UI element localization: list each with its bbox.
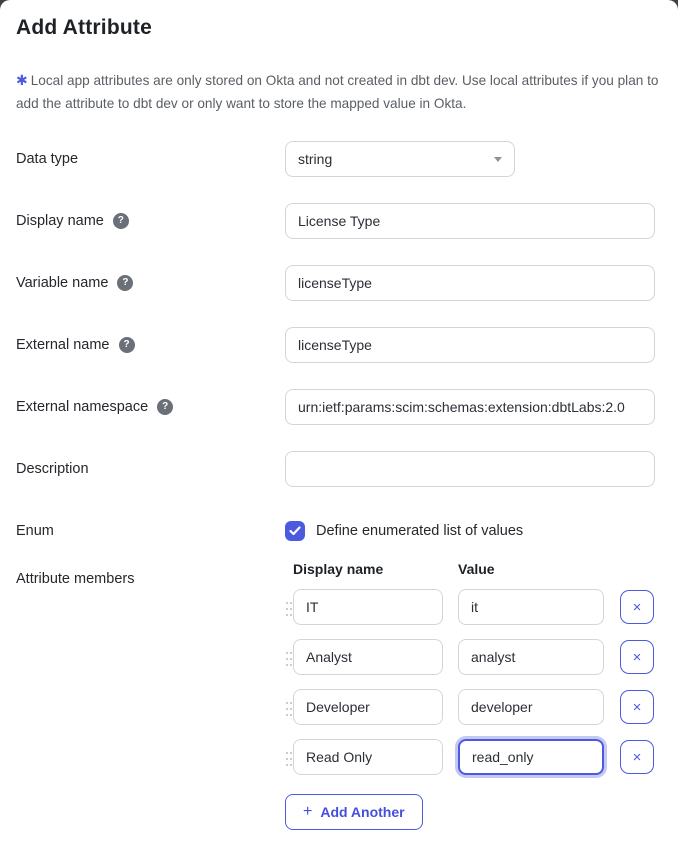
asterisk-icon: ✱ <box>16 72 28 88</box>
remove-member-button[interactable] <box>620 690 654 724</box>
remove-member-button[interactable] <box>620 640 654 674</box>
close-icon: × <box>632 698 642 716</box>
variable-name-field[interactable] <box>285 265 655 301</box>
member-value-field[interactable] <box>458 689 604 725</box>
display-name-label: Display name <box>16 213 104 229</box>
member-value-field[interactable] <box>458 589 604 625</box>
display-name-row <box>16 203 662 239</box>
member-row <box>285 587 662 627</box>
help-icon[interactable]: ? <box>117 275 133 291</box>
column-header-value: Value <box>458 561 495 577</box>
drag-handle-icon[interactable] <box>285 599 292 616</box>
data-type-label-col <box>16 151 285 167</box>
external-namespace-field[interactable] <box>285 389 655 425</box>
attribute-members-label: Attribute members <box>16 571 135 587</box>
member-display-name-field[interactable] <box>293 639 443 675</box>
close-icon: × <box>632 598 642 616</box>
variable-name-row <box>16 265 662 301</box>
display-name-field[interactable] <box>285 203 655 239</box>
enum-label: Enum <box>16 523 54 539</box>
plus-icon: + <box>303 803 313 820</box>
member-display-name-field[interactable] <box>293 589 443 625</box>
members-table-header <box>285 561 662 577</box>
variable-name-label: Variable name <box>16 275 109 291</box>
drag-handle-icon[interactable] <box>285 699 292 716</box>
add-attribute-form <box>16 141 662 830</box>
description-row <box>16 451 662 487</box>
local-attribute-note <box>16 69 662 115</box>
enum-row <box>16 513 662 549</box>
member-value-field-focused[interactable] <box>458 739 604 775</box>
enum-checkbox-label: Define enumerated list of values <box>316 523 524 539</box>
close-icon: × <box>632 648 642 666</box>
close-icon: × <box>632 748 642 766</box>
data-type-select[interactable] <box>285 141 515 177</box>
member-value-field[interactable] <box>458 639 604 675</box>
remove-member-button[interactable] <box>620 590 654 624</box>
member-row <box>285 637 662 677</box>
drag-handle-icon[interactable] <box>285 749 292 766</box>
remove-member-button[interactable] <box>620 740 654 774</box>
data-type-row <box>16 141 662 177</box>
help-icon[interactable]: ? <box>119 337 135 353</box>
page-title: Add Attribute <box>16 16 152 39</box>
column-header-display-name: Display name <box>293 561 384 577</box>
external-name-row <box>16 327 662 363</box>
attribute-members-row <box>16 561 662 830</box>
description-label: Description <box>16 461 89 477</box>
data-type-selected-value: string <box>298 151 333 167</box>
note-text: Local app attributes are only stored on Okta and not created in dbt dev. Use local attributes if you plan to add the attribute to dbt dev or only want to store the mapped value in Okta. <box>16 73 659 111</box>
help-icon[interactable]: ? <box>157 399 173 415</box>
checkmark-icon <box>289 526 301 536</box>
add-another-label: Add Another <box>320 804 405 820</box>
external-name-field[interactable] <box>285 327 655 363</box>
member-display-name-field[interactable] <box>293 689 443 725</box>
help-icon[interactable]: ? <box>113 213 129 229</box>
members-table <box>285 561 662 830</box>
external-namespace-row <box>16 389 662 425</box>
member-display-name-field[interactable] <box>293 739 443 775</box>
data-type-label: Data type <box>16 151 79 167</box>
external-namespace-label: External namespace <box>16 399 149 415</box>
member-row <box>285 687 662 727</box>
add-another-button[interactable] <box>285 794 423 830</box>
member-row <box>285 737 662 777</box>
drag-handle-icon[interactable] <box>285 649 292 666</box>
external-name-label: External name <box>16 337 110 353</box>
enum-checkbox[interactable] <box>285 521 305 541</box>
description-field[interactable] <box>285 451 655 487</box>
chevron-down-icon <box>494 157 502 162</box>
